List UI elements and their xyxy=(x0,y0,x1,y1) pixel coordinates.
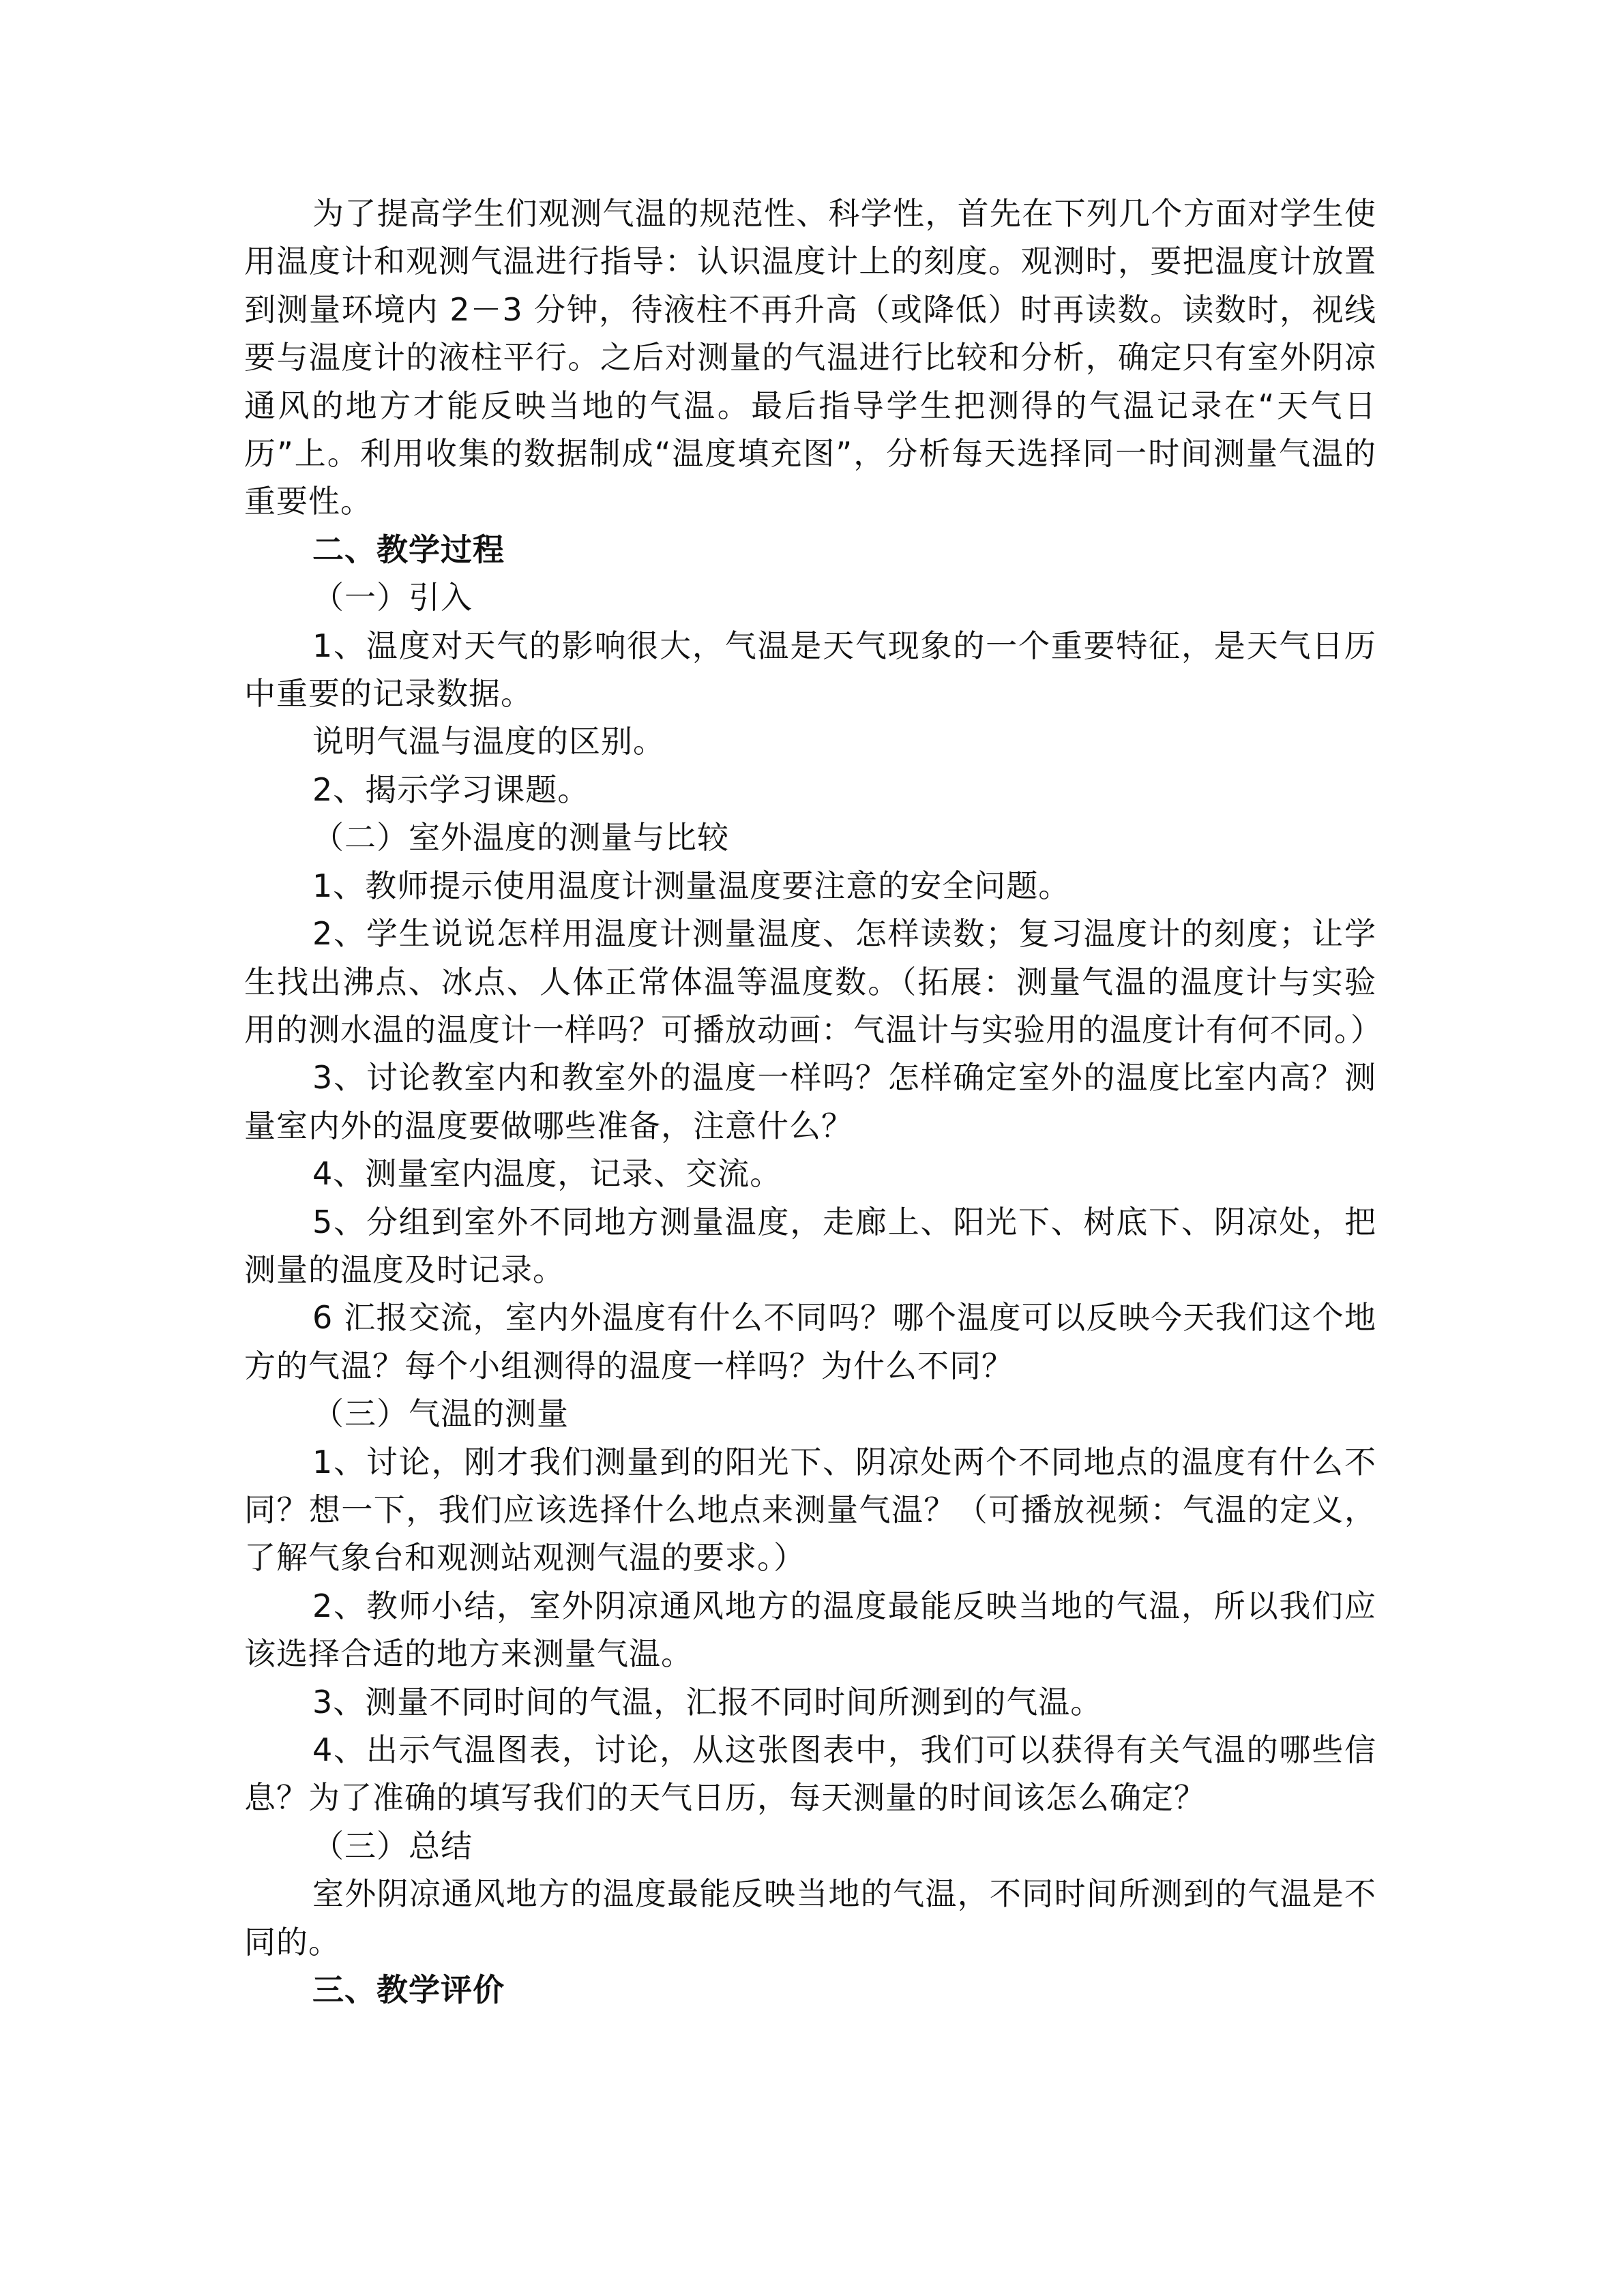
intro-paragraph: 为了提高学生们观测气温的规范性、科学性，首先在下列几个方面对学生使用温度计和观测气温进行指导：认识温度计上的刻度。观测时，要把温度计放置到测量环境内 2－3 分钟，待液柱不再升高（或降低）时再读数。读数时，视线要与温度计的液柱平行。之后对测量的气温进行比较和分析，确定只有室外阴凉通风的地方才能反映当地的气温。最后指导学生把测得的气温记录在“天气日历”上。利用收集的数据制成“温度填充图”，分析每天选择同一时间测量气温的重要性。 xyxy=(244,195,1376,520)
paragraph: 3、讨论教室内和教室外的温度一样吗？怎样确定室外的温度比室内高？测量室内外的温度要做哪些准备，注意什么？ xyxy=(244,1059,1376,1144)
paragraph: 4、测量室内温度，记录、交流。 xyxy=(312,1155,782,1193)
paragraph: 5、分组到室外不同地方测量温度，走廊上、阳光下、树底下、阴凉处，把测量的温度及时记录。 xyxy=(244,1203,1376,1288)
paragraph: 室外阴凉通风地方的温度最能反映当地的气温，不同时间所测到的气温是不同的。 xyxy=(244,1875,1376,1960)
paragraph: 6 汇报交流，室内外温度有什么不同吗？哪个温度可以反映今天我们这个地方的气温？每个小组测得的温度一样吗？为什么不同？ xyxy=(244,1299,1376,1384)
paragraph: 说明气温与温度的区别。 xyxy=(312,723,665,760)
paragraph: 2、学生说说怎样用温度计测量温度、怎样读数；复习温度计的刻度；让学生找出沸点、冰点、人体正常体温等温度数。（拓展：测量气温的温度计与实验用的测水温的温度计一样吗？可播放动画：气温计与实验用的温度计有何不同。） xyxy=(244,915,1383,1048)
paragraph: 1、温度对天气的影响很大，气温是天气现象的一个重要特征，是天气日历中重要的记录数据。 xyxy=(244,627,1376,713)
paragraph: 2、教师小结，室外阴凉通风地方的温度最能反映当地的气温，所以我们应该选择合适的地方来测量气温。 xyxy=(244,1587,1376,1673)
paragraph: 1、教师提示使用温度计测量温度要注意的安全问题。 xyxy=(312,867,1071,904)
document-body xyxy=(244,190,1383,2014)
section-heading-teaching-process: 二、教学过程 xyxy=(312,531,505,568)
section-heading-teaching-evaluation: 三、教学评价 xyxy=(312,1971,505,2009)
subsection-heading-introduction: （一）引入 xyxy=(312,579,473,616)
subsection-heading-outdoor-measurement: （二）室外温度的测量与比较 xyxy=(312,819,729,856)
paragraph: 4、出示气温图表，讨论，从这张图表中，我们可以获得有关气温的哪些信息？为了准确的填写我们的天气日历，每天测量的时间该怎么确定？ xyxy=(244,1731,1376,1817)
subsection-heading-air-temperature: （三）气温的测量 xyxy=(312,1395,569,1433)
paragraph: 1、讨论，刚才我们测量到的阳光下、阴凉处两个不同地点的温度有什么不同？想一下，我们应该选择什么地点来测量气温？（可播放视频：气温的定义，了解气象台和观测站观测气温的要求。） xyxy=(244,1443,1376,1577)
paragraph: 3、测量不同时间的气温，汇报不同时间所测到的气温。 xyxy=(312,1683,1103,1720)
subsection-heading-summary: （三）总结 xyxy=(312,1827,473,1864)
paragraph: 2、揭示学习课题。 xyxy=(312,771,590,808)
